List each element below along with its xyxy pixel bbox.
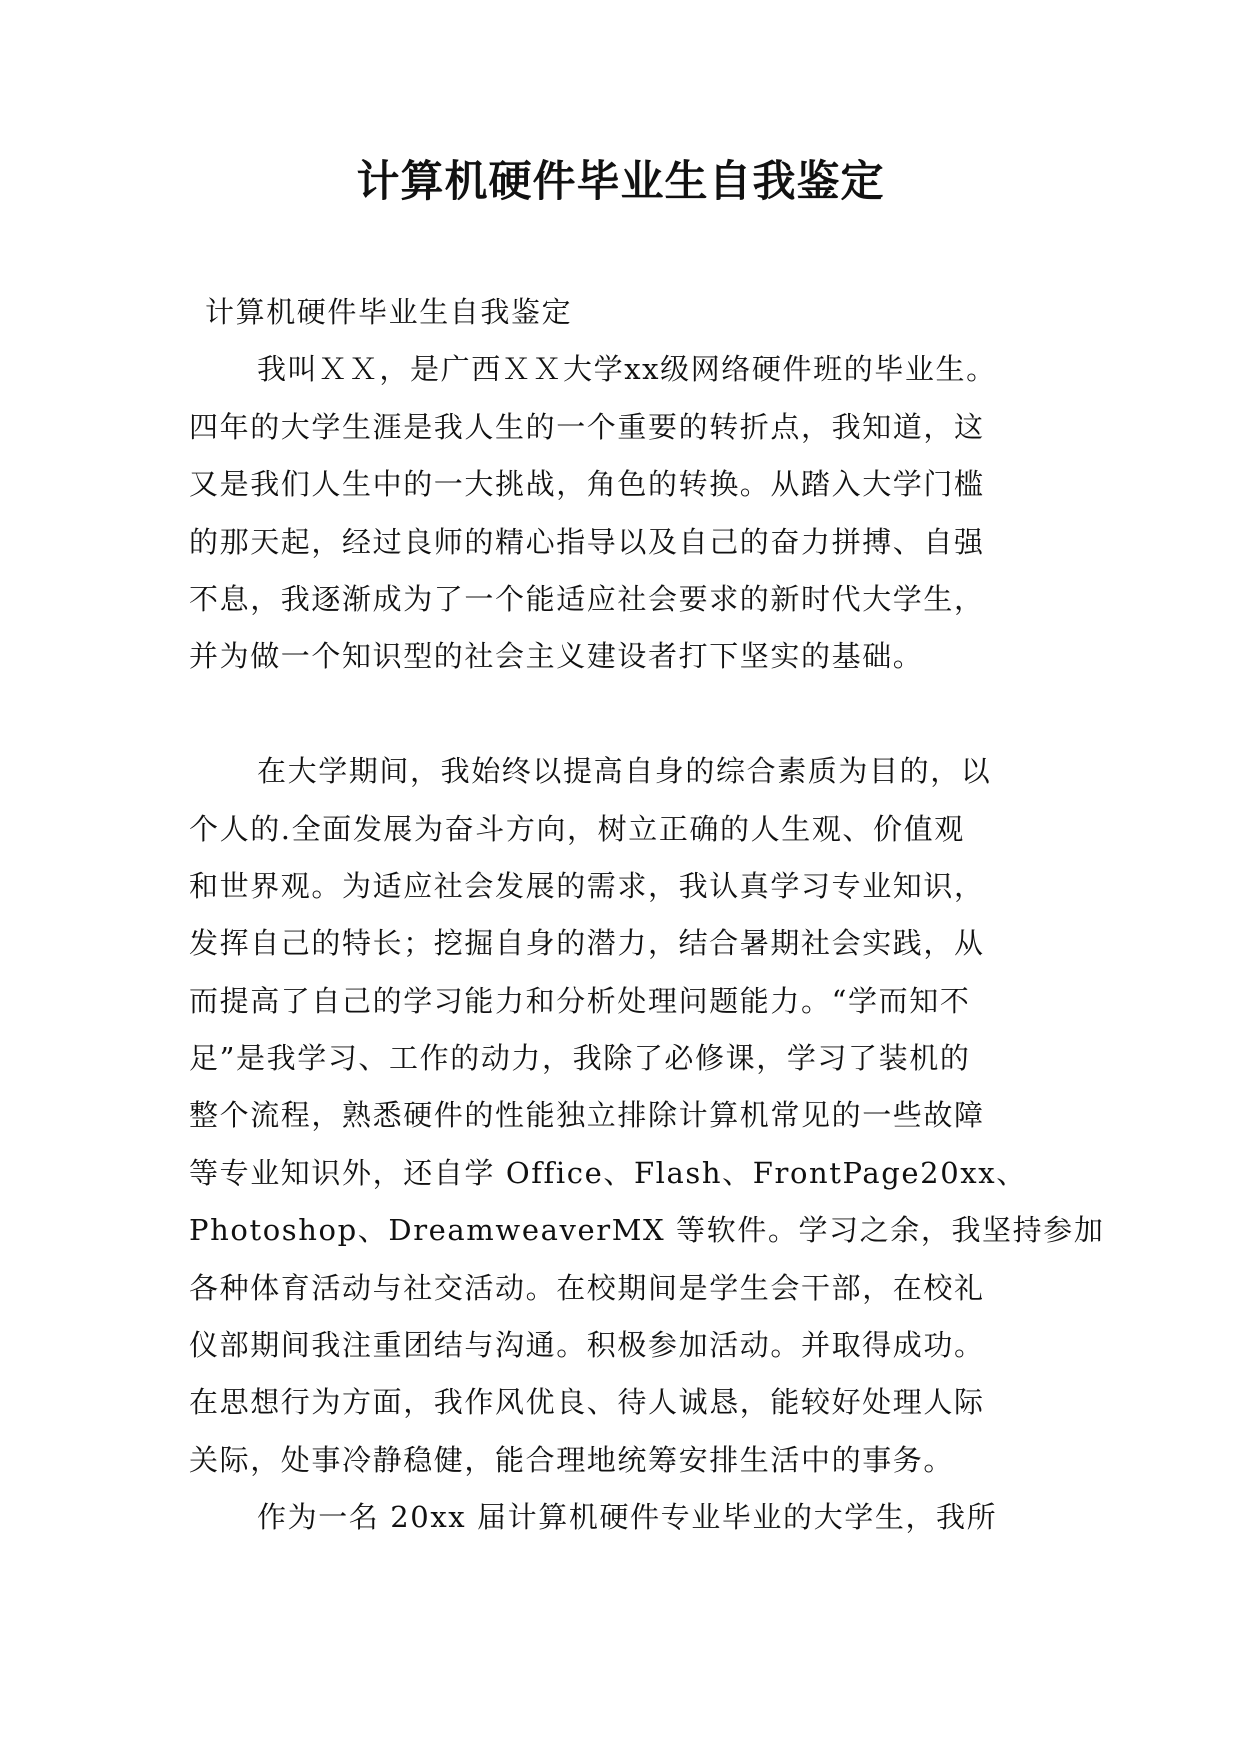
paragraph-line: 关际，处事冷静稳健，能合理地统筹安排生活中的事务。 (189, 1442, 955, 1477)
paragraph-line: 的那天起，经过良师的精心指导以及自己的奋力拼搏、自强 (189, 524, 985, 559)
paragraph-line: 发挥自己的特长；挖掘自身的潜力，结合暑期社会实践，从 (189, 926, 985, 961)
paragraph-line: 作为一名 20xx 届计算机硬件专业毕业的大学生，我所 (257, 1500, 998, 1535)
document-subtitle: 计算机硬件毕业生自我鉴定 (205, 295, 573, 329)
paragraph-line: 各种体育活动与社交活动。在校期间是学生会干部，在校礼 (189, 1270, 985, 1305)
paragraph-line: 和世界观。为适应社会发展的需求，我认真学习专业知识， (189, 868, 985, 903)
paragraph-spacer (189, 686, 1059, 743)
paragraph-line: 个人的.全面发展为奋斗方向，树立正确的人生观、价值观 (189, 811, 965, 846)
paragraph-line: 并为做一个知识型的社会主义建设者打下坚实的基础。 (189, 639, 924, 674)
paragraph-line: 整个流程，熟悉硬件的性能独立排除计算机常见的一些故障 (189, 1098, 985, 1133)
document-body (189, 284, 1105, 1547)
paragraph-2 (189, 743, 1105, 1489)
paragraph-line: 等专业知识外，还自学 Office、Flash、FrontPage20xx、 (189, 1155, 1027, 1190)
paragraph-line: 足”是我学习、工作的动力，我除了必修课，学习了装机的 (189, 1041, 971, 1076)
paragraph-line: 不息，我逐渐成为了一个能适应社会要求的新时代大学生， (189, 581, 985, 616)
paragraph-1 (189, 341, 1059, 685)
paragraph-3 (189, 1489, 1059, 1546)
paragraph-line: 在思想行为方面，我作风优良、待人诚恳，能较好处理人际 (189, 1385, 985, 1420)
paragraph-line: 仪部期间我注重团结与沟通。积极参加活动。并取得成功。 (189, 1328, 985, 1363)
paragraph-line: 又是我们人生中的一大挑战，角色的转换。从踏入大学门槛 (189, 467, 985, 502)
paragraph-line: 而提高了自己的学习能力和分析处理问题能力。“学而知不 (189, 983, 971, 1018)
paragraph-line: 在大学期间，我始终以提高自身的综合素质为目的，以 (257, 754, 992, 789)
paragraph-line: 四年的大学生涯是我人生的一个重要的转折点，我知道，这 (189, 409, 985, 444)
paragraph-line: Photoshop、DreamweaverMX 等软件。学习之余，我坚持参加 (189, 1213, 1105, 1248)
paragraph-line: 我叫ＸＸ，是广西ＸＸ大学xx级网络硬件班的毕业生。 (257, 352, 997, 387)
document-title: 计算机硬件毕业生自我鉴定 (356, 157, 885, 207)
